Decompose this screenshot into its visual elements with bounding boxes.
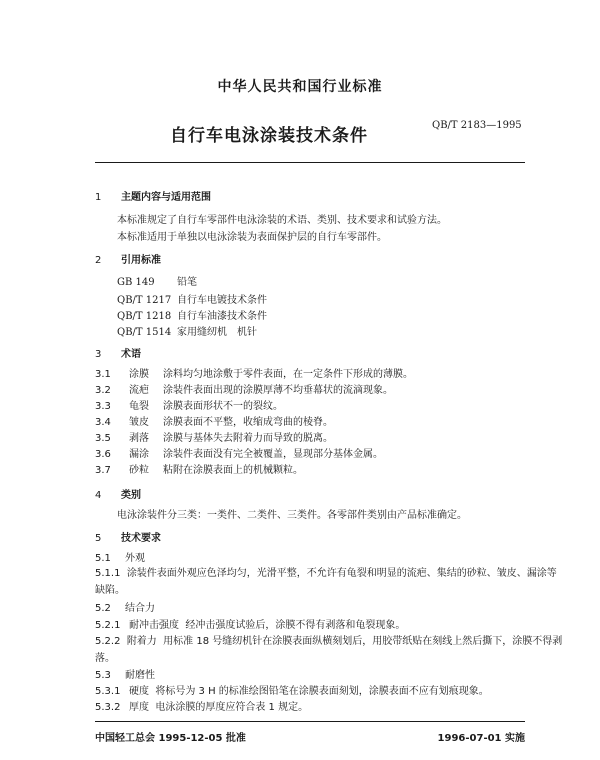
- term-item: 3.6 漏涂 涂装件表面没有完全被覆盖，显现部分基体金属。: [95, 449, 383, 460]
- section-1-paragraph: 本标准适用于单独以电泳涂装为表面保护层的自行车零部件。: [117, 232, 387, 243]
- clause-item: 5.3.1 硬度 将标号为 3 H 的标准绘图铅笔在涂膜表面刻划，涂膜表面不应有划痕现象。: [95, 686, 489, 697]
- header-divider: [95, 162, 525, 163]
- footer-divider: [95, 721, 525, 722]
- standard-code: QB/T 2183—1995: [432, 120, 522, 131]
- reference-item: QB/T 1218 自行车油漆技术条件: [117, 311, 267, 322]
- clause-item: 5.2.1 耐冲击强度 经冲击强度试验后，涂膜不得有剥落和龟裂现象。: [95, 620, 406, 631]
- clause-item: 5.3.2 厚度 电泳涂膜的厚度应符合表 1 规定。: [95, 702, 309, 713]
- section-4-paragraph: 电泳涂装件分三类：一类件、二类件、三类件。各零部件类别由产品标准确定。: [117, 510, 467, 521]
- section-2-heading: 2 引用标准: [95, 255, 161, 266]
- clause-item: 5.2 结合力: [95, 603, 155, 614]
- clause-item: 5.1.1 涂装件表面外观应色泽均匀，光滑平整，不允许有龟裂和明显的流疤、集结的砂粒、皱皮、漏涂等缺陷。: [95, 568, 557, 596]
- term-item: 3.4 皱皮 涂膜表面不平整，收缩成弯曲的棱脊。: [95, 417, 333, 428]
- clause-item: 5.1 外观: [95, 553, 145, 564]
- section-1-heading: 1 主题内容与适用范围: [95, 192, 211, 203]
- section-5-heading: 5 技术要求: [95, 533, 161, 544]
- term-item: 3.2 流疤 涂装件表面出现的涂膜厚薄不均垂幕状的流滴现象。: [95, 385, 393, 396]
- term-item: 3.3 龟裂 涂膜表面形状不一的裂纹。: [95, 401, 283, 412]
- term-item: 3.5 剥落 涂膜与基体失去附着力而导致的脱离。: [95, 433, 333, 444]
- section-3-heading: 3 术语: [95, 349, 141, 360]
- document-title: 自行车电泳涂装技术条件: [170, 126, 368, 146]
- reference-item: GB 149 铅笔: [117, 277, 197, 288]
- reference-item: QB/T 1514 家用缝纫机 机针: [117, 327, 257, 338]
- section-1-paragraph: 本标准规定了自行车零部件电泳涂装的术语、类别、技术要求和试验方法。: [117, 215, 447, 226]
- standard-category-title: 中华人民共和国行业标准: [217, 79, 383, 95]
- term-item: 3.1 涂膜 涂料均匀地涂敷于零件表面，在一定条件下形成的薄膜。: [95, 369, 413, 380]
- implementation-date: 1996-07-01 实施: [437, 733, 525, 744]
- term-item: 3.7 砂粒 粘附在涂膜表面上的机械颗粒。: [95, 465, 303, 476]
- reference-item: QB/T 1217 自行车电镀技术条件: [117, 295, 267, 306]
- clause-item: 5.3 耐磨性: [95, 670, 155, 681]
- approval-date: 中国轻工总会 1995-12-05 批准: [95, 733, 246, 744]
- section-4-heading: 4 类别: [95, 490, 141, 501]
- clause-item: 5.2.2 附着力 用标准 18 号缝纫机针在涂膜表面纵横刻划后，用胶带纸贴在刻线上然后撕下，涂膜不得剥落。: [95, 636, 563, 664]
